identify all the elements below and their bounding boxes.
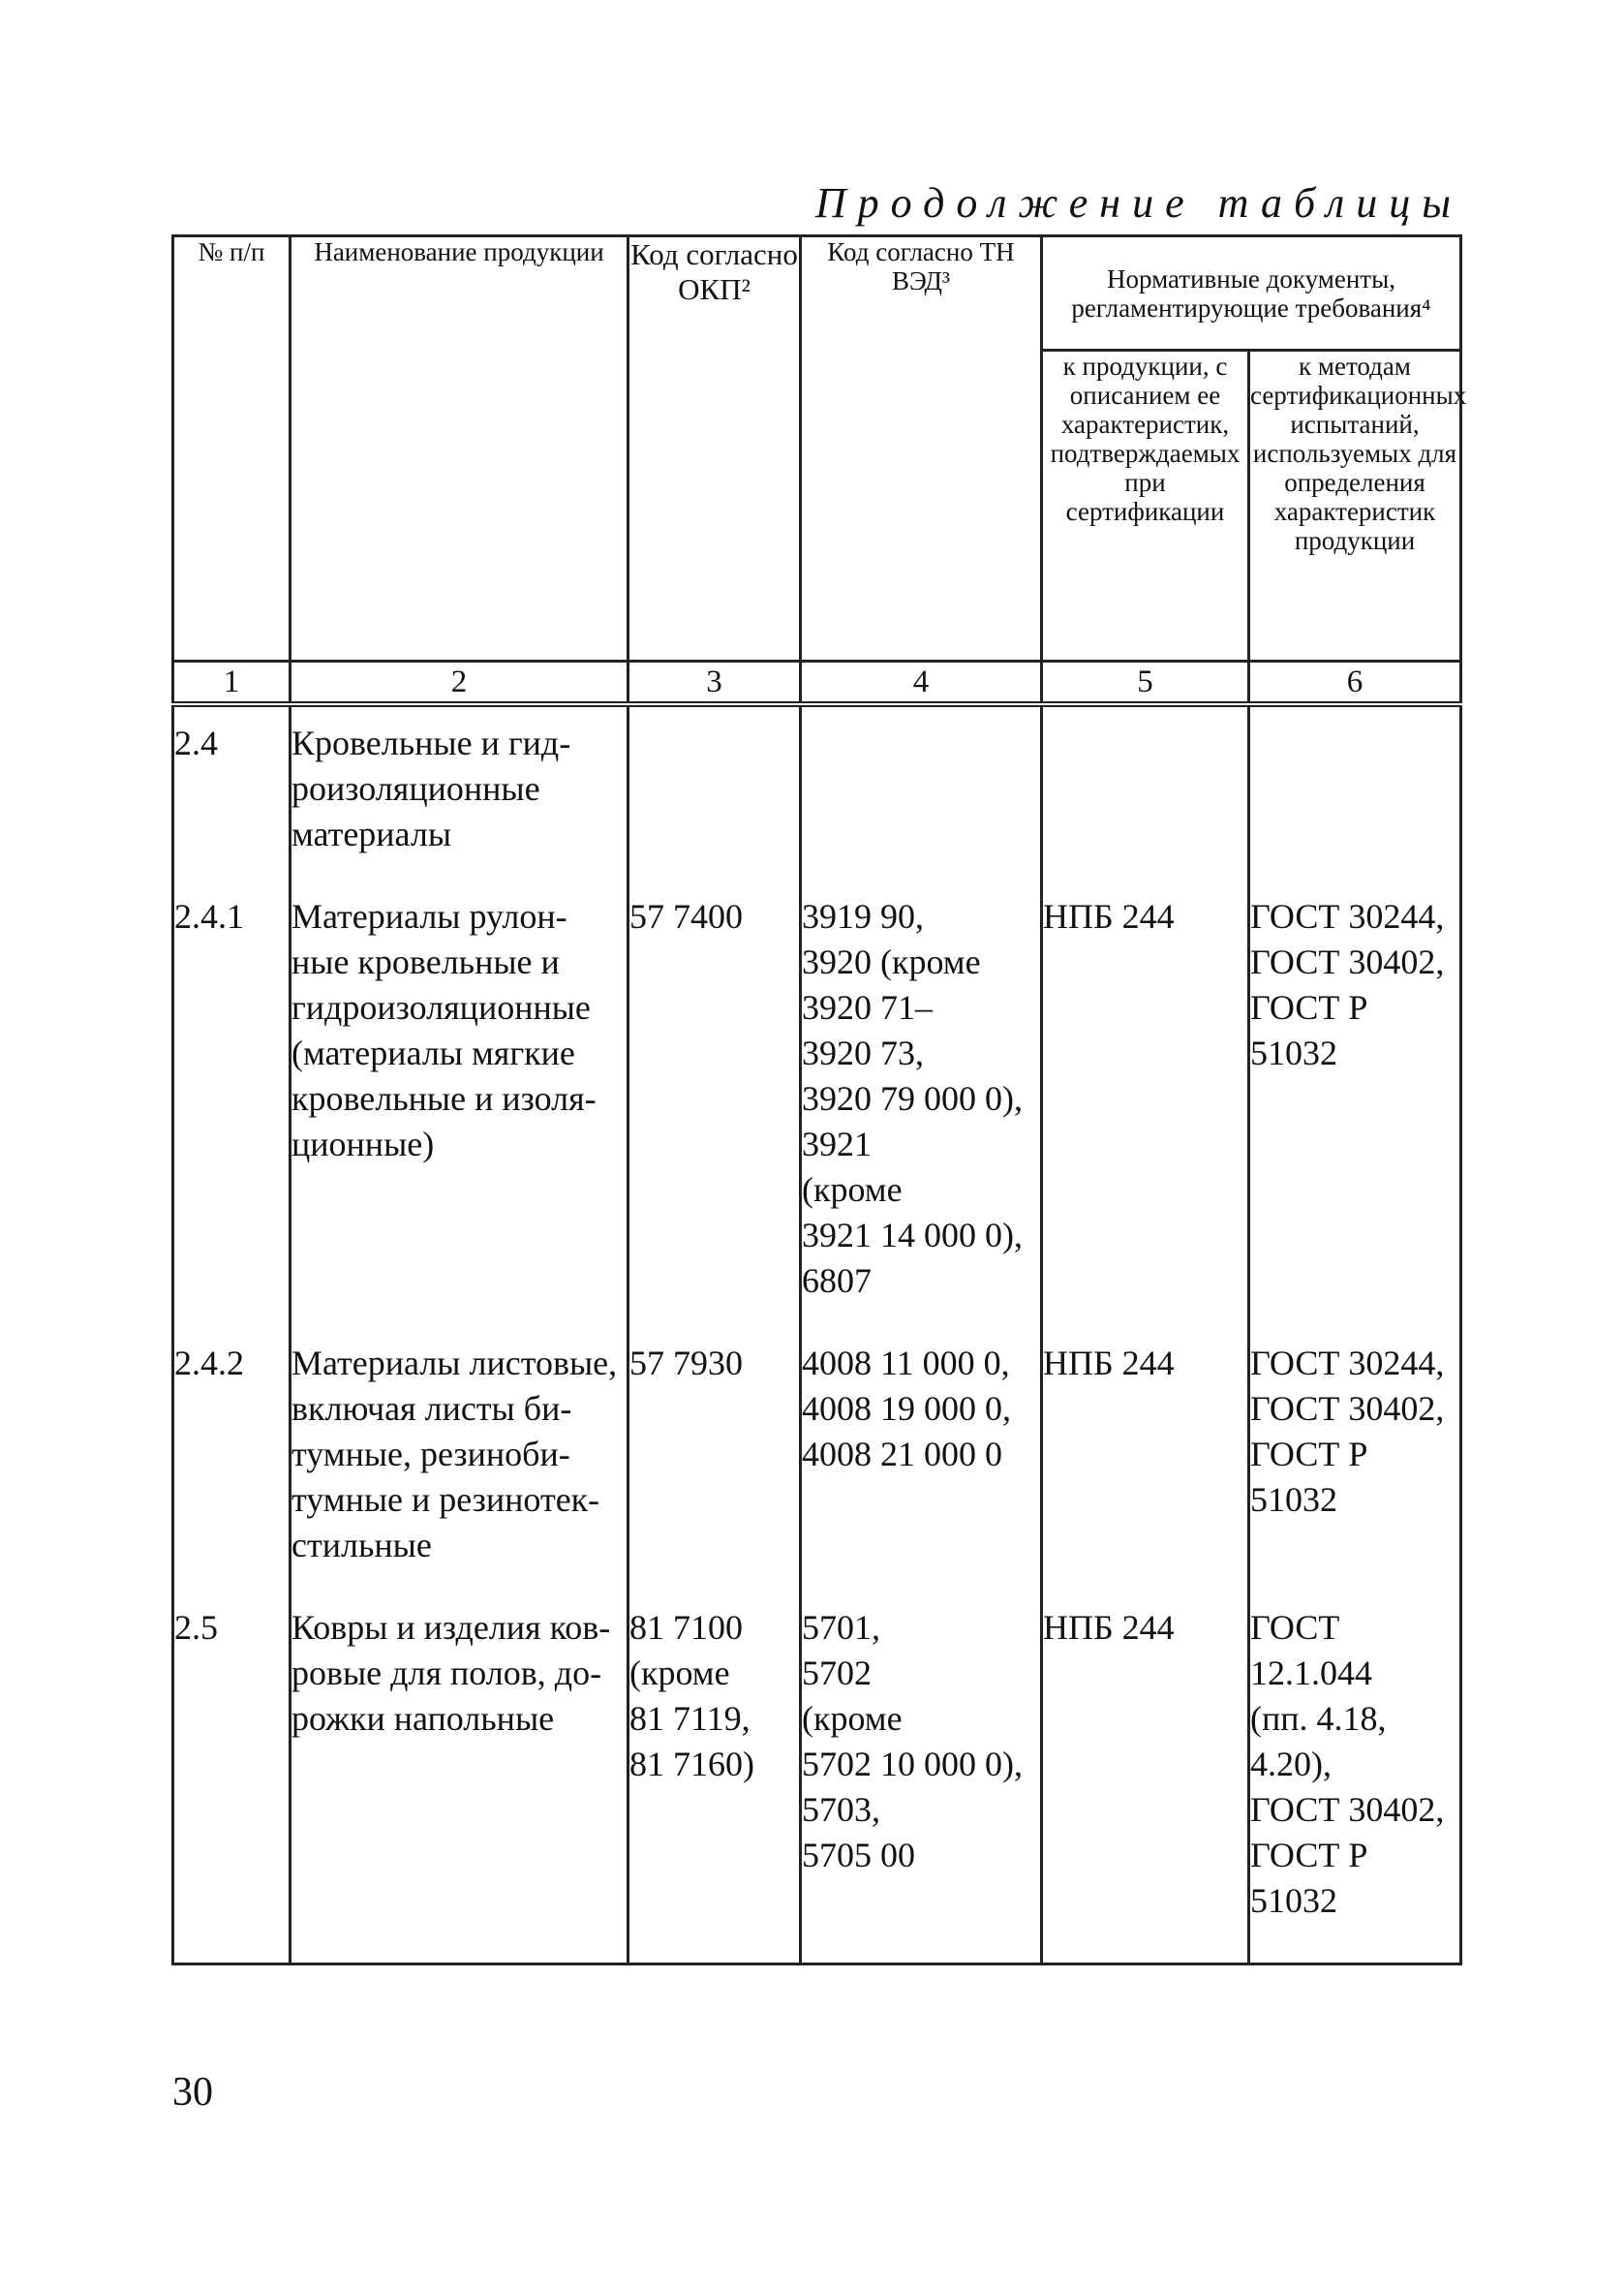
cell-line: (пп. 4.18, xyxy=(1250,1699,1387,1738)
table-row xyxy=(173,1605,1461,1964)
cell-line: 3920 71– xyxy=(802,988,933,1027)
cell-line: ГОСТ Р xyxy=(1250,1836,1368,1874)
product-name-cell xyxy=(291,1605,628,1964)
row-number-cell: 2.4.1 xyxy=(173,894,291,1341)
cell-line: 5701, xyxy=(802,1608,880,1647)
tnved-code-cell xyxy=(801,1341,1042,1605)
cell-line: рожки напольные xyxy=(291,1699,555,1738)
cell-line: 12.1.044 xyxy=(1250,1654,1372,1692)
row-number-cell: 2.4.2 xyxy=(173,1341,291,1605)
column-number-row xyxy=(173,662,1461,705)
cell-line: 3921 xyxy=(802,1125,872,1163)
cell-line: 3920 73, xyxy=(802,1034,924,1072)
table-row xyxy=(173,704,1461,894)
tnved-code-cell xyxy=(801,704,1042,894)
table-row xyxy=(173,894,1461,1341)
cell-line: 57 7400 xyxy=(629,897,743,936)
cell-line: ГОСТ 30402, xyxy=(1250,1790,1445,1829)
cell-line: (кроме xyxy=(802,1699,903,1738)
product-name-cell xyxy=(291,894,628,1341)
okp-code-cell xyxy=(628,1605,801,1964)
cell-line: 5702 xyxy=(802,1654,872,1692)
cell-line: 81 7100 xyxy=(629,1608,743,1647)
column-number: 3 xyxy=(628,662,801,705)
cell-line: 6807 xyxy=(802,1261,872,1300)
cell-line: 3920 (кроме xyxy=(802,943,981,981)
cell-line: 5702 10 000 0), xyxy=(802,1745,1023,1783)
tnved-code-cell xyxy=(801,1605,1042,1964)
cell-line: роизоляционные xyxy=(291,769,540,808)
cell-line: 57 7930 xyxy=(629,1344,743,1382)
method-docs-cell xyxy=(1249,1605,1461,1964)
okp-code-cell xyxy=(628,894,801,1341)
cell-line: НПБ 244 xyxy=(1043,1344,1175,1382)
product-docs-cell xyxy=(1042,894,1249,1341)
cell-line: материалы xyxy=(291,815,452,853)
product-docs-cell xyxy=(1042,1341,1249,1605)
table-continuation-caption: Продолжение таблицы xyxy=(814,179,1462,227)
product-name-cell xyxy=(291,704,628,894)
method-docs-cell xyxy=(1249,894,1461,1341)
cell-line: ГОСТ 30402, xyxy=(1250,1389,1445,1428)
cell-line: ГОСТ Р xyxy=(1250,988,1368,1027)
cell-line: НПБ 244 xyxy=(1043,1608,1175,1647)
cell-line: 81 7119, xyxy=(629,1699,751,1738)
cell-line: (кроме xyxy=(629,1654,730,1692)
cell-line: 4008 19 000 0, xyxy=(802,1389,1011,1428)
tnved-code-cell xyxy=(801,894,1042,1341)
cell-line: НПБ 244 xyxy=(1043,897,1175,936)
cell-line: стильные xyxy=(291,1526,432,1564)
cell-line: ГОСТ 30402, xyxy=(1250,943,1445,981)
header-docs-methods: к методам сертификационных испытаний, используемых для определения характеристик продукции xyxy=(1249,351,1461,662)
row-number-cell: 2.5 xyxy=(173,1605,291,1964)
cell-line: включая листы би- xyxy=(291,1389,572,1428)
certification-table xyxy=(171,234,1467,1965)
cell-line: ГОСТ Р xyxy=(1250,1435,1368,1473)
header-docs-group: Нормативные документы, регламентирующие требования⁴ xyxy=(1042,236,1461,351)
cell-line: ГОСТ 30244, xyxy=(1250,897,1445,936)
column-number: 6 xyxy=(1249,662,1461,705)
header-okp: Код согласно ОКП² xyxy=(628,236,801,662)
okp-code-cell xyxy=(628,704,801,894)
cell-line: 5705 00 xyxy=(802,1836,915,1874)
product-name-cell xyxy=(291,1341,628,1605)
cell-line: 51032 xyxy=(1250,1881,1337,1920)
cell-line: ровые для полов, до- xyxy=(291,1654,602,1692)
cell-line: 51032 xyxy=(1250,1480,1337,1519)
cell-line: 81 7160) xyxy=(629,1745,754,1783)
cell-line: Материалы листовые, xyxy=(291,1344,618,1382)
product-docs-cell xyxy=(1042,704,1249,894)
product-docs-cell xyxy=(1042,1605,1249,1964)
cell-line: 4008 21 000 0 xyxy=(802,1435,1002,1473)
cell-line: кровельные и изоля- xyxy=(291,1079,597,1118)
cell-line: Ковры и изделия ков- xyxy=(291,1608,611,1647)
cell-line: 4008 11 000 0, xyxy=(802,1344,1010,1382)
cell-line: тумные, резиноби- xyxy=(291,1435,570,1473)
cell-line: 5703, xyxy=(802,1790,880,1829)
okp-code-cell xyxy=(628,1341,801,1605)
cell-line: ционные) xyxy=(291,1125,435,1163)
cell-line: ГОСТ xyxy=(1250,1608,1340,1647)
row-number-cell: 2.4 xyxy=(173,704,291,894)
header-name: Наименование продукции xyxy=(291,236,628,662)
cell-line: 3919 90, xyxy=(802,897,924,936)
header-num: № п/п xyxy=(173,236,291,662)
cell-line: 51032 xyxy=(1250,1034,1337,1072)
cell-line: ные кровельные и xyxy=(291,943,560,981)
cell-line: (кроме xyxy=(802,1170,903,1209)
method-docs-cell xyxy=(1249,704,1461,894)
cell-line: гидроизоляционные xyxy=(291,988,591,1027)
column-number: 4 xyxy=(801,662,1042,705)
method-docs-cell xyxy=(1249,1341,1461,1605)
cell-line: 4.20), xyxy=(1250,1745,1332,1783)
cell-line: ГОСТ 30244, xyxy=(1250,1344,1445,1382)
cell-line: Кровельные и гид- xyxy=(291,724,571,762)
cell-line: 3921 14 000 0), xyxy=(802,1216,1023,1254)
cell-line: тумные и резинотек- xyxy=(291,1480,600,1519)
column-number: 2 xyxy=(291,662,628,705)
column-number: 5 xyxy=(1042,662,1249,705)
cell-line: (материалы мягкие xyxy=(291,1034,575,1072)
column-number: 1 xyxy=(173,662,291,705)
page-number: 30 xyxy=(172,2070,213,2115)
table-row xyxy=(173,1341,1461,1605)
cell-line: 3920 79 000 0), xyxy=(802,1079,1023,1118)
cell-line: Материалы рулон- xyxy=(291,897,567,936)
header-docs-product: к продукции, с описанием ее характеристик, подтверждаемых при сертификации xyxy=(1042,351,1249,662)
header-tnved: Код согласно ТН ВЭД³ xyxy=(801,236,1042,662)
